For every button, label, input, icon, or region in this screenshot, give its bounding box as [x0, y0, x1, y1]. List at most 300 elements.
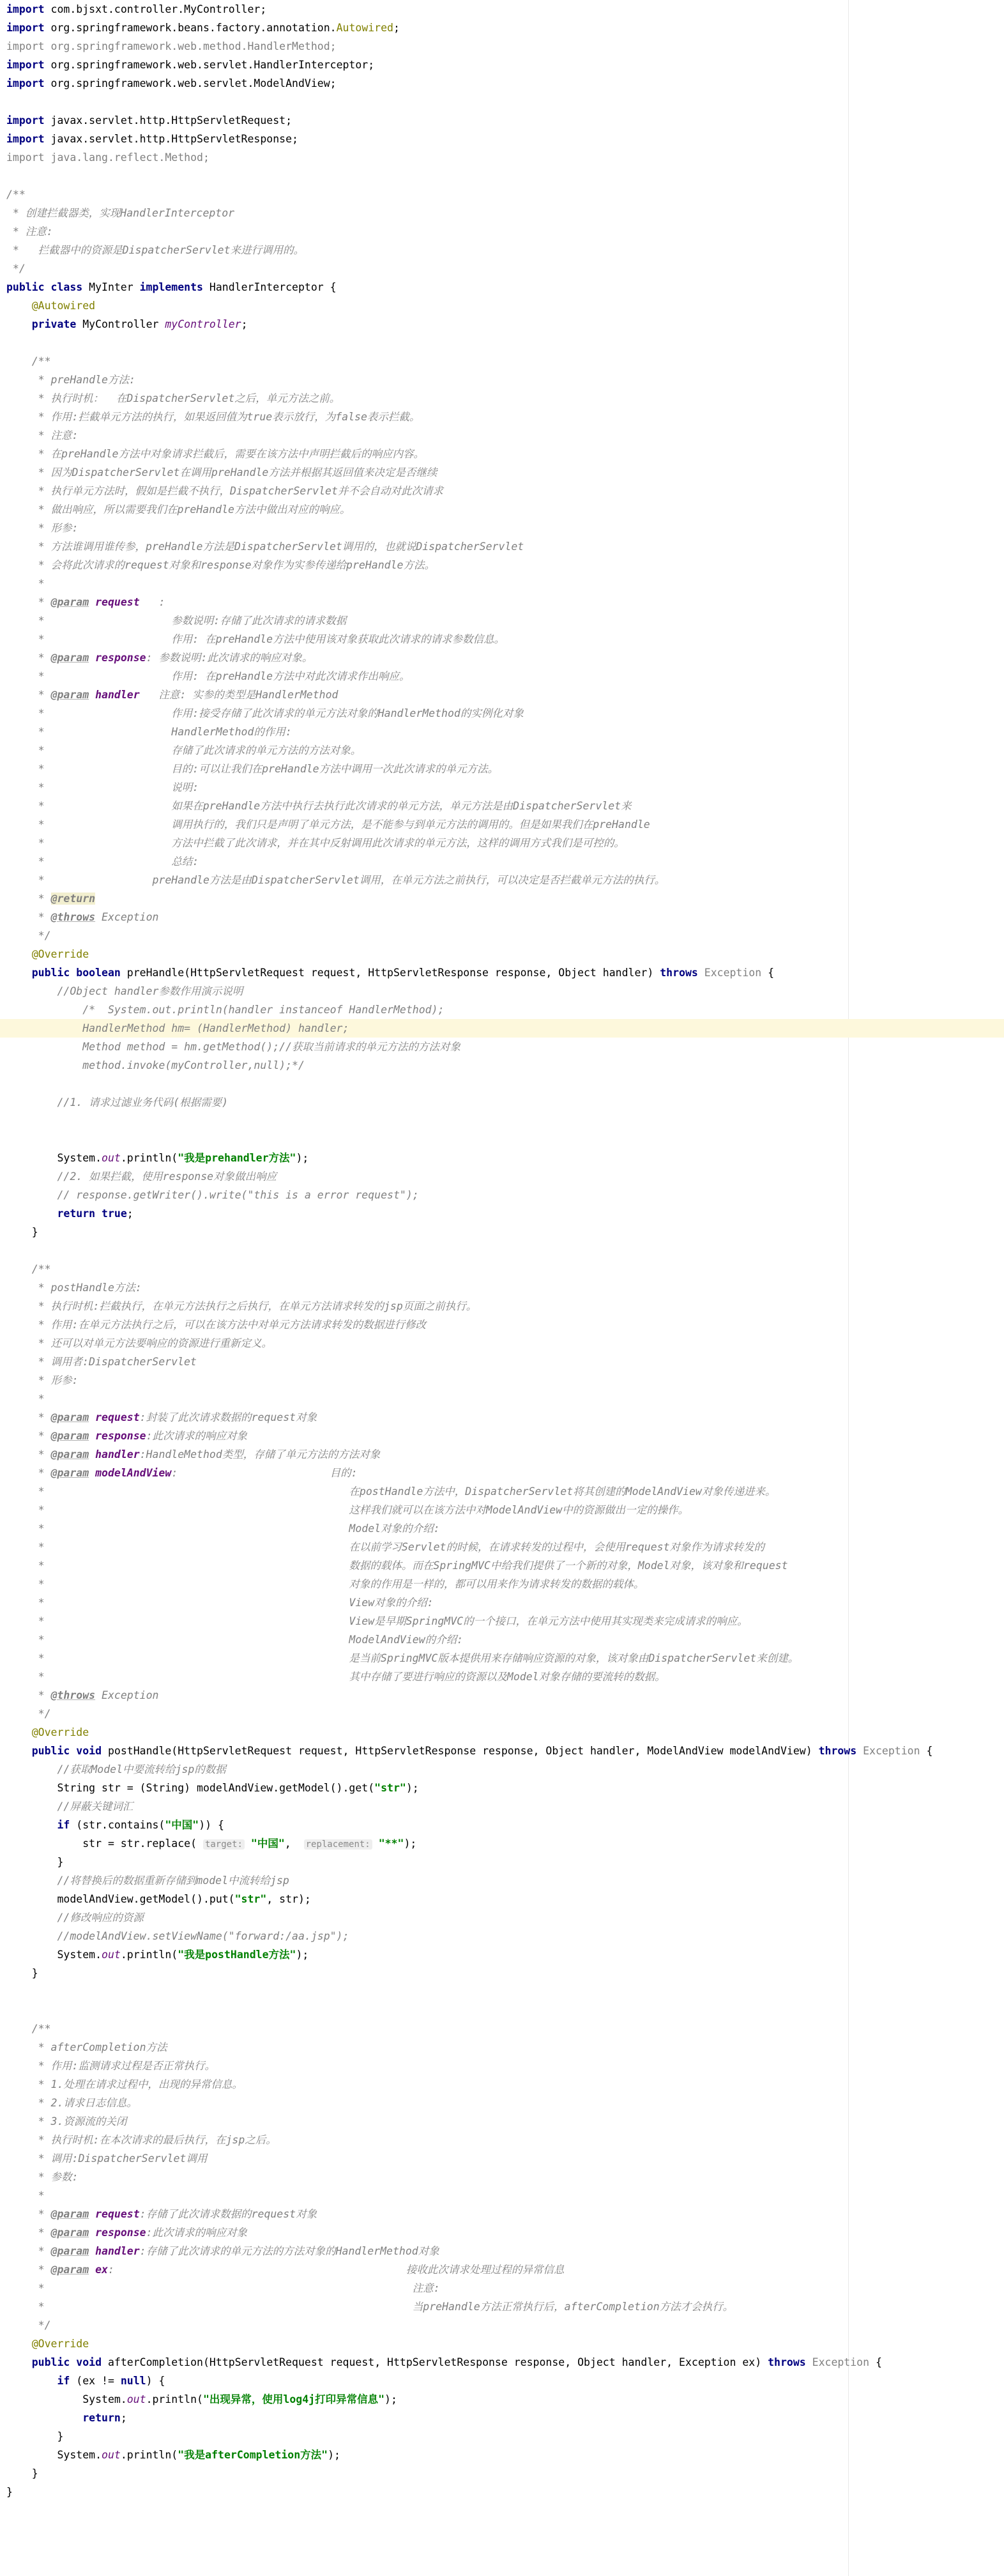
code-token: afterCompletion(HttpServletRequest request, HttpServletResponse response, Object handler, Exception ex) — [107, 2356, 768, 2368]
code-line[interactable] — [0, 2223, 1004, 2242]
code-line[interactable] — [0, 1519, 1004, 1538]
code-token: ); — [404, 1837, 417, 1850]
code-token: out — [126, 2393, 146, 2405]
code-token: { — [869, 2356, 882, 2368]
code-token: { — [920, 1745, 933, 1757]
code-line[interactable] — [0, 2112, 1004, 2131]
code-token: * 3.资源流的关闭 — [6, 2115, 127, 2128]
code-token — [372, 1837, 379, 1850]
code-line[interactable] — [0, 2168, 1004, 2186]
code-token: handler — [95, 1448, 140, 1460]
code-token: * — [6, 1411, 51, 1423]
code-token: @param — [50, 596, 89, 608]
code-line[interactable] — [0, 630, 1004, 648]
code-token: @param — [50, 1448, 89, 1460]
code-token: */ — [6, 1708, 51, 1720]
code-token: String str = (String) modelAndView.getModel().get( — [6, 1782, 375, 1794]
code-token: * — [6, 2208, 51, 2220]
code-token: request — [95, 2208, 140, 2220]
code-token: * 调用者:DispatcherServlet — [6, 1356, 197, 1368]
code-token: * — [6, 689, 51, 701]
code-line[interactable] — [0, 556, 1004, 574]
code-line[interactable] — [0, 1871, 1004, 1890]
code-token: "我是postHandle方法" — [178, 1949, 296, 1961]
code-token: * 作用:在单元方法执行之后，可以在该方法中对单元方法请求转发的数据进行修改 — [6, 1319, 426, 1331]
code-token: @throws — [50, 1689, 96, 1701]
code-line[interactable] — [0, 1575, 1004, 1593]
code-line[interactable] — [0, 1908, 1004, 1927]
code-token: : — [139, 596, 165, 608]
code-line[interactable] — [0, 667, 1004, 686]
code-line[interactable] — [0, 1204, 1004, 1223]
code-line[interactable] — [0, 1408, 1004, 1427]
code-line[interactable] — [0, 111, 1004, 130]
code-token — [6, 1726, 32, 1738]
code-token: * — [6, 2245, 51, 2257]
code-line[interactable] — [0, 1816, 1004, 1834]
code-token — [89, 2227, 95, 2239]
code-line[interactable] — [0, 1593, 1004, 1612]
code-line[interactable] — [0, 593, 1004, 611]
code-token: (ex != — [76, 2375, 121, 2387]
code-line[interactable] — [0, 2353, 1004, 2372]
code-token: * 拦截器中的资源是DispatcherServlet来进行调用的。 — [6, 244, 305, 256]
code-line[interactable] — [0, 889, 1004, 908]
code-token: @param — [50, 652, 89, 664]
code-token: * — [6, 652, 51, 664]
code-token: org.springframework.web.servlet.ModelAndView; — [50, 77, 337, 89]
code-token: myController — [165, 318, 241, 330]
code-token — [6, 1819, 57, 1831]
code-token: //Object handler参数作用演示说明 — [6, 985, 243, 997]
code-token — [95, 1689, 102, 1701]
code-token: :存储了此次请求数据的request对象 — [139, 2208, 317, 2220]
code-line[interactable] — [0, 926, 1004, 945]
code-token: implements — [139, 281, 209, 293]
code-line[interactable] — [0, 1538, 1004, 1556]
code-line[interactable] — [0, 2057, 1004, 2075]
code-line[interactable] — [0, 1334, 1004, 1353]
code-line[interactable] — [0, 1390, 1004, 1408]
code-token: response — [95, 2227, 146, 2239]
code-token: return — [82, 2412, 121, 2424]
code-line[interactable] — [0, 519, 1004, 537]
code-line[interactable] — [0, 278, 1004, 296]
code-token: return true — [57, 1208, 127, 1220]
code-line[interactable] — [0, 334, 1004, 352]
code-line[interactable] — [0, 1556, 1004, 1575]
code-token: import — [6, 133, 51, 145]
code-token: )) { — [199, 1819, 224, 1831]
code-line[interactable] — [0, 1797, 1004, 1816]
code-line[interactable] — [0, 2446, 1004, 2464]
code-line[interactable] — [0, 167, 1004, 185]
code-token: } — [6, 1856, 64, 1868]
code-token: @param — [50, 2227, 89, 2239]
code-token: @return — [50, 893, 96, 905]
code-line[interactable] — [0, 1278, 1004, 1297]
code-line[interactable] — [0, 1686, 1004, 1705]
code-token: out — [102, 1949, 121, 1961]
code-line[interactable] — [0, 259, 1004, 278]
code-token: ; — [241, 318, 248, 330]
code-token: @param — [50, 2264, 89, 2276]
code-token: HandlerInterceptor { — [209, 281, 337, 293]
code-line[interactable] — [0, 2279, 1004, 2297]
code-line[interactable] — [0, 1482, 1004, 1501]
code-token: } — [6, 1967, 38, 1979]
code-token: "中国" — [250, 1837, 285, 1850]
code-token: @param — [50, 1430, 89, 1442]
code-token: import — [6, 77, 51, 89]
code-line[interactable] — [0, 1501, 1004, 1519]
code-token: * 注意: — [6, 226, 53, 238]
code-token: * 作用:监测请求过程是否正常执行。 — [6, 2060, 215, 2072]
code-token: * 1.处理在请求过程中，出现的异常信息。 — [6, 2078, 243, 2090]
code-token: :此次请求的响应对象 — [146, 1430, 248, 1442]
code-token: * 参数: — [6, 2171, 79, 2183]
code-line[interactable] — [0, 2094, 1004, 2112]
code-line[interactable] — [0, 74, 1004, 93]
code-line[interactable] — [0, 1297, 1004, 1315]
code-token: :HandleMethod类型，存储了单元方法的方法对象 — [139, 1448, 381, 1460]
code-line[interactable] — [0, 463, 1004, 482]
code-token: * 注意: — [6, 429, 79, 441]
code-line[interactable] — [0, 982, 1004, 1000]
code-line[interactable] — [0, 1038, 1004, 1056]
code-token: * — [6, 1448, 51, 1460]
code-line[interactable] — [0, 2001, 1004, 2020]
code-line[interactable] — [0, 741, 1004, 760]
code-line[interactable] — [0, 93, 1004, 111]
code-line[interactable] — [0, 426, 1004, 445]
code-line[interactable] — [0, 2334, 1004, 2353]
code-token: request — [95, 596, 140, 608]
code-token: Method method = hm.getMethod();//获取当前请求的单元方法的方法对象 — [6, 1041, 461, 1053]
code-token: ); — [406, 1782, 419, 1794]
code-line[interactable] — [0, 778, 1004, 797]
code-token: * preHandle方法: — [6, 374, 135, 386]
code-token: */ — [6, 930, 51, 942]
code-line[interactable] — [0, 1371, 1004, 1390]
code-line[interactable] — [0, 241, 1004, 259]
code-token: @Autowired — [31, 300, 96, 312]
code-token: { — [761, 967, 775, 979]
code-line[interactable] — [0, 1445, 1004, 1464]
code-token: * 还可以对单元方法要响应的资源进行重新定义。 — [6, 1337, 273, 1349]
code-line[interactable] — [0, 2390, 1004, 2409]
code-token: .println( — [120, 1152, 178, 1164]
code-line[interactable] — [0, 574, 1004, 593]
code-line[interactable] — [0, 908, 1004, 926]
code-line[interactable] — [0, 1853, 1004, 1871]
code-line[interactable] — [0, 1705, 1004, 1723]
code-token: * 目的:可以让我们在preHandle方法中调用一次此次请求的单元方法。 — [6, 763, 499, 775]
code-line[interactable] — [0, 315, 1004, 334]
code-token: ); — [384, 2393, 397, 2405]
code-line[interactable] — [0, 2372, 1004, 2390]
code-token: System. — [6, 1949, 102, 1961]
code-token: * ModelAndView的介绍: — [6, 1634, 464, 1646]
code-token: * 形参: — [6, 1374, 79, 1386]
code-line[interactable] — [0, 963, 1004, 982]
code-line[interactable] — [0, 1834, 1004, 1853]
code-token: @param — [50, 2245, 89, 2257]
code-line[interactable] — [0, 389, 1004, 408]
code-token: * 当preHandle方法正常执行后，afterCompletion方法才会执行。 — [6, 2301, 734, 2313]
code-token: * — [6, 1393, 45, 1405]
code-line[interactable] — [0, 2075, 1004, 2094]
code-line[interactable] — [0, 1093, 1004, 1112]
code-line[interactable] — [0, 1130, 1004, 1149]
code-token: * 在preHandle方法中对象请求拦截后，需要在该方法中声明拦截后的响应内容。 — [6, 448, 424, 460]
code-line[interactable] — [0, 834, 1004, 852]
code-line[interactable] — [0, 148, 1004, 167]
code-line[interactable] — [0, 1723, 1004, 1742]
code-token: .println( — [146, 2393, 203, 2405]
code-token: :封装了此次请求数据的request对象 — [139, 1411, 317, 1423]
code-token: response — [95, 652, 146, 664]
code-line[interactable] — [0, 1890, 1004, 1908]
code-line[interactable] — [0, 537, 1004, 556]
code-token: //屏蔽关键词汇 — [6, 1800, 133, 1813]
code-line[interactable] — [0, 2316, 1004, 2334]
code-token: import org.springframework.web.method.HandlerMethod; — [6, 40, 337, 52]
code-token: public void — [31, 2356, 108, 2368]
code-token: Exception — [704, 967, 762, 979]
code-line[interactable] — [0, 760, 1004, 778]
code-token — [89, 1411, 95, 1423]
code-token: * 作用: 在preHandle方法中对此次请求作出响应。 — [6, 670, 410, 682]
code-line[interactable] — [0, 1630, 1004, 1649]
code-line[interactable] — [0, 482, 1004, 500]
code-line[interactable] — [0, 2242, 1004, 2260]
code-line[interactable] — [0, 371, 1004, 389]
code-token: * 对象的作用是一样的，都可以用来作为请求转发的数据的载体。 — [6, 1578, 644, 1590]
code-token: * 执行单元方法时，假如是拦截不执行，DispatcherServlet并不会自动对此次请求 — [6, 485, 443, 497]
code-line[interactable] — [0, 1223, 1004, 1241]
code-line[interactable] — [0, 2186, 1004, 2205]
code-line[interactable] — [0, 0, 1004, 19]
code-line[interactable] — [0, 1019, 1004, 1038]
code-token: org.springframework.beans.factory.annotation. — [50, 22, 337, 34]
code-line[interactable] — [0, 2483, 1004, 2501]
code-line[interactable] — [0, 852, 1004, 871]
code-token: postHandle(HttpServletRequest request, HttpServletResponse response, Object handler, ModelAndView modelAndView) — [107, 1745, 819, 1757]
code-token: throws — [818, 1745, 863, 1757]
code-token: * — [6, 893, 51, 905]
code-line[interactable] — [0, 2020, 1004, 2038]
code-line[interactable] — [0, 222, 1004, 241]
code-token: //将替换后的数据重新存储到model中流转给jsp — [6, 1874, 289, 1887]
code-token: if — [57, 2375, 77, 2387]
code-line[interactable] — [0, 871, 1004, 889]
code-token: import — [6, 59, 51, 71]
code-token: * 调用:DispatcherServlet调用 — [6, 2152, 208, 2165]
code-token: * 注意: — [6, 2282, 440, 2294]
code-line[interactable] — [0, 2297, 1004, 2316]
code-token: * 这样我们就可以在该方法中对ModelAndView中的资源做出一定的操作。 — [6, 1504, 689, 1516]
code-token: public boolean — [31, 967, 127, 979]
code-token: out — [102, 2449, 121, 2461]
code-token: /* System.out.println(handler instanceof HandlerMethod); — [6, 1004, 445, 1016]
code-line[interactable] — [0, 204, 1004, 222]
code-token: * View对象的介绍: — [6, 1597, 434, 1609]
code-token: if — [57, 1819, 77, 1831]
code-token: private — [31, 318, 83, 330]
code-line[interactable] — [0, 2131, 1004, 2149]
code-token: modelAndView.getModel().put( — [6, 1893, 235, 1905]
code-token: : 参数说明:此次请求的响应对象。 — [146, 652, 313, 664]
code-token: ); — [296, 1152, 309, 1164]
code-line[interactable] — [0, 1464, 1004, 1482]
code-token: import — [6, 3, 51, 15]
code-line[interactable] — [0, 56, 1004, 74]
code-token: public void — [31, 1745, 108, 1757]
code-token — [89, 596, 95, 608]
code-token: @Override — [31, 948, 89, 960]
code-line[interactable] — [0, 1427, 1004, 1445]
code-line[interactable] — [0, 1167, 1004, 1186]
code-line[interactable] — [0, 945, 1004, 963]
code-token: * — [6, 2264, 51, 2276]
code-token: "中国" — [165, 1819, 199, 1831]
code-token: * 方法中拦截了此次请求，并在其中反射调用此次请求的单元方法，这样的调用方式我们是可控的。 — [6, 837, 625, 849]
code-line[interactable] — [0, 1779, 1004, 1797]
code-line[interactable] — [0, 611, 1004, 630]
code-token: * postHandle方法: — [6, 1282, 142, 1294]
code-line[interactable] — [0, 19, 1004, 37]
code-line[interactable] — [0, 815, 1004, 834]
code-token: * — [6, 596, 51, 608]
code-line[interactable] — [0, 1186, 1004, 1204]
code-token: :此次请求的响应对象 — [146, 2227, 248, 2239]
code-line[interactable] — [0, 2464, 1004, 2483]
code-line[interactable] — [0, 686, 1004, 704]
code-token: * 如果在preHandle方法中执行去执行此次请求的单元方法，单元方法是由DispatcherServlet来 — [6, 800, 632, 812]
code-token: * 是当前SpringMVC版本提供用来存储响应资源的对象，该对象由DispatcherServlet来创建。 — [6, 1652, 799, 1664]
code-line[interactable] — [0, 2205, 1004, 2223]
code-token: * — [6, 911, 51, 923]
parameter-hint: replacement: — [304, 1839, 372, 1850]
code-line[interactable] — [0, 704, 1004, 723]
code-token: out — [102, 1152, 121, 1164]
code-token: , str); — [266, 1893, 311, 1905]
code-line[interactable] — [0, 1612, 1004, 1630]
code-line[interactable] — [0, 723, 1004, 741]
code-token: .println( — [120, 1949, 178, 1961]
code-token — [95, 911, 102, 923]
code-line[interactable] — [0, 1353, 1004, 1371]
code-line[interactable] — [0, 1742, 1004, 1760]
code-token — [89, 1467, 95, 1479]
code-token — [89, 1430, 95, 1442]
code-line[interactable] — [0, 1982, 1004, 2001]
code-token: * View是早期SpringMVC的一个接口，在单元方法中使用其实现类来完成请求的响应。 — [6, 1615, 748, 1627]
code-line[interactable] — [0, 352, 1004, 371]
code-line[interactable] — [0, 1241, 1004, 1260]
code-token: * 数据的载体。而在SpringMVC中给我们提供了一个新的对象，Model对象，该对象和request — [6, 1560, 788, 1572]
code-token — [6, 1745, 32, 1757]
code-line[interactable] — [0, 2409, 1004, 2427]
code-line[interactable] — [0, 2038, 1004, 2057]
code-line[interactable] — [0, 500, 1004, 519]
code-line[interactable] — [0, 1945, 1004, 1964]
code-token: handler — [95, 2245, 140, 2257]
code-line[interactable] — [0, 1964, 1004, 1982]
code-line[interactable] — [0, 1760, 1004, 1779]
code-line[interactable] — [0, 1000, 1004, 1019]
code-token: javax.servlet.http.HttpServletRequest; — [50, 114, 293, 126]
code-token: * preHandle方法是由DispatcherServlet调用，在单元方法之前执行，可以决定是否拦截单元方法的执行。 — [6, 874, 666, 886]
code-line[interactable] — [0, 445, 1004, 463]
code-token: * 方法谁调用谁传参，preHandle方法是DispatcherServlet调用的，也就说DispatcherServlet — [6, 540, 524, 553]
code-token: } — [6, 1226, 38, 1238]
code-line[interactable] — [0, 408, 1004, 426]
code-token: org.springframework.web.servlet.HandlerInterceptor; — [50, 59, 375, 71]
code-line[interactable] — [0, 648, 1004, 667]
code-token: * — [6, 1467, 51, 1479]
code-token — [89, 689, 95, 701]
code-token — [89, 2264, 95, 2276]
code-token: javax.servlet.http.HttpServletResponse; — [50, 133, 298, 145]
code-line[interactable] — [0, 797, 1004, 815]
code-line[interactable] — [0, 296, 1004, 315]
code-token: Exception — [102, 1689, 159, 1701]
code-line[interactable] — [0, 1649, 1004, 1667]
code-token — [6, 1208, 57, 1220]
code-token: /** — [6, 1263, 51, 1275]
code-token: * 作用:接受存储了此次请求的单元方法对象的HandlerMethod的实例化对象 — [6, 707, 524, 719]
code-token: @param — [50, 1411, 89, 1423]
code-token: * 总结: — [6, 855, 199, 868]
code-token: * 说明: — [6, 781, 199, 793]
code-token: //1. 请求过滤业务代码(根据需要) — [6, 1096, 229, 1108]
code-token: * — [6, 2189, 45, 2202]
code-token: * — [6, 2227, 51, 2239]
code-token: ); — [328, 2449, 340, 2461]
code-line[interactable] — [0, 1667, 1004, 1686]
code-token: * 因为DispatcherServlet在调用preHandle方法并根据其返回值来决定是否继续 — [6, 466, 437, 479]
code-token: * 2.请求日志信息。 — [6, 2097, 137, 2109]
code-line[interactable] — [0, 37, 1004, 56]
code-line[interactable] — [0, 2149, 1004, 2168]
code-token: * afterCompletion方法 — [6, 2041, 167, 2053]
code-token: "str" — [234, 1893, 267, 1905]
code-line[interactable] — [0, 2427, 1004, 2446]
code-line[interactable] — [0, 1927, 1004, 1945]
code-line[interactable] — [0, 130, 1004, 148]
code-line[interactable] — [0, 1149, 1004, 1167]
code-line[interactable] — [0, 1075, 1004, 1093]
code-token: (str.contains( — [76, 1819, 165, 1831]
code-token: HandlerMethod hm= (HandlerMethod) handler; — [6, 1022, 349, 1034]
code-token — [89, 1448, 95, 1460]
code-token: /** — [6, 355, 51, 367]
code-token: //修改响应的资源 — [6, 1912, 144, 1924]
code-token: throws — [660, 967, 704, 979]
code-token: @throws — [50, 911, 96, 923]
code-line[interactable] — [0, 2260, 1004, 2279]
code-token: "str" — [374, 1782, 406, 1794]
code-token — [6, 2356, 32, 2368]
code-line[interactable] — [0, 1112, 1004, 1130]
code-line[interactable] — [0, 1056, 1004, 1075]
code-line[interactable] — [0, 1315, 1004, 1334]
code-line[interactable] — [0, 1260, 1004, 1278]
code-line[interactable] — [0, 185, 1004, 204]
code-token: System. — [6, 2449, 102, 2461]
